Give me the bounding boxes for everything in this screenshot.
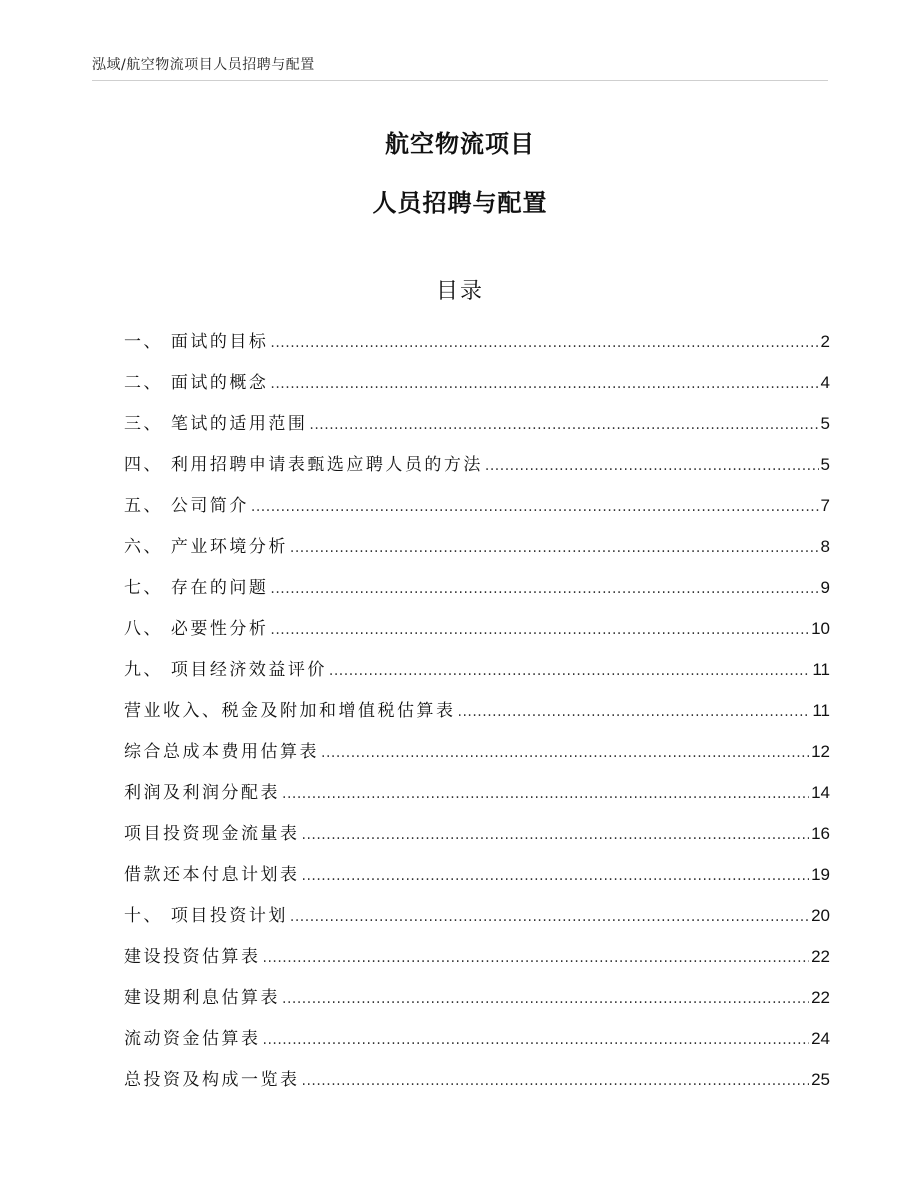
toc-entry[interactable] [124, 895, 830, 936]
toc-entry[interactable] [124, 649, 830, 690]
toc-entry-page-number: 5 [820, 414, 830, 433]
toc-entry[interactable] [124, 690, 830, 731]
toc-entry-label: 综合总成本费用估算表 [124, 742, 319, 762]
toc-entry-label: 六、 产业环境分析 [124, 537, 288, 557]
toc-entry[interactable] [124, 403, 830, 444]
toc-entry-label: 七、 存在的问题 [124, 578, 269, 598]
toc-dot-leader [270, 323, 818, 364]
toc-entry-page-number: 20 [811, 906, 830, 925]
toc-entry-label: 八、 必要性分析 [124, 619, 269, 639]
toc-entry-page-number: 9 [820, 578, 830, 597]
toc-entry-page-number: 2 [820, 332, 830, 351]
toc-dot-leader [302, 1061, 810, 1102]
toc-entry-page-number: 11 [812, 701, 830, 720]
toc-entry[interactable] [124, 936, 830, 977]
toc-entry-page-number: 8 [820, 537, 830, 556]
toc-entry-label: 三、 笔试的适用范围 [124, 414, 308, 434]
toc-entry-page-number: 22 [811, 947, 830, 966]
toc-dot-leader [458, 692, 811, 733]
toc-entry-page-number: 22 [811, 988, 830, 1007]
toc-dot-leader [282, 979, 809, 1020]
toc-entry-page-number: 14 [811, 783, 830, 802]
table-of-contents [124, 321, 830, 1100]
toc-entry-label: 九、 项目经济效益评价 [124, 660, 327, 680]
toc-dot-leader [251, 487, 819, 528]
toc-dot-leader [263, 1020, 810, 1061]
running-header: 泓域/航空物流项目人员招聘与配置 [92, 57, 315, 73]
toc-dot-leader [270, 364, 818, 405]
header-divider [92, 80, 828, 81]
toc-entry-page-number: 5 [820, 455, 830, 474]
toc-entry-page-number: 19 [811, 865, 830, 884]
toc-entry[interactable] [124, 772, 830, 813]
toc-entry-page-number: 12 [811, 742, 830, 761]
toc-dot-leader [263, 938, 810, 979]
toc-dot-leader [309, 405, 818, 446]
toc-entry-label: 五、 公司简介 [124, 496, 249, 516]
toc-entry-page-number: 11 [812, 660, 830, 679]
toc-dot-leader [321, 733, 809, 774]
toc-entry[interactable] [124, 1059, 830, 1100]
toc-entry-label: 一、 面试的目标 [124, 332, 269, 352]
toc-entry-label: 项目投资现金流量表 [124, 824, 300, 844]
toc-entry-label: 营业收入、税金及附加和增值税估算表 [124, 701, 456, 721]
toc-dot-leader [290, 897, 809, 938]
toc-entry[interactable] [124, 444, 830, 485]
toc-entry[interactable] [124, 854, 830, 895]
toc-heading: 目录 [435, 279, 484, 304]
toc-entry-page-number: 24 [811, 1029, 830, 1048]
toc-entry[interactable] [124, 731, 830, 772]
toc-dot-leader [329, 651, 810, 692]
toc-dot-leader [282, 774, 809, 815]
toc-dot-leader [302, 856, 810, 897]
toc-entry-label: 十、 项目投资计划 [124, 906, 288, 926]
toc-entry[interactable] [124, 977, 830, 1018]
toc-entry[interactable] [124, 567, 830, 608]
toc-dot-leader [270, 610, 809, 651]
toc-entry-label: 建设投资估算表 [124, 947, 261, 967]
toc-entry-label: 流动资金估算表 [124, 1029, 261, 1049]
toc-entry-page-number: 10 [811, 619, 830, 638]
toc-entry-page-number: 16 [811, 824, 830, 843]
toc-entry[interactable] [124, 485, 830, 526]
toc-dot-leader [302, 815, 810, 856]
document-title-line2: 人员招聘与配置 [372, 189, 548, 217]
toc-entry[interactable] [124, 1018, 830, 1059]
toc-entry-label: 借款还本付息计划表 [124, 865, 300, 885]
toc-entry-label: 总投资及构成一览表 [124, 1070, 300, 1090]
toc-entry-label: 四、 利用招聘申请表甄选应聘人员的方法 [124, 455, 483, 475]
toc-entry-label: 二、 面试的概念 [124, 373, 269, 393]
toc-entry[interactable] [124, 526, 830, 567]
toc-dot-leader [270, 569, 818, 610]
toc-entry[interactable] [124, 608, 830, 649]
toc-entry[interactable] [124, 321, 830, 362]
toc-entry-label: 建设期利息估算表 [124, 988, 280, 1008]
toc-entry-page-number: 7 [820, 496, 830, 515]
toc-dot-leader [290, 528, 819, 569]
toc-entry[interactable] [124, 362, 830, 403]
toc-entry[interactable] [124, 813, 830, 854]
toc-entry-page-number: 25 [811, 1070, 830, 1089]
toc-entry-label: 利润及利润分配表 [124, 783, 280, 803]
document-title-line1: 航空物流项目 [385, 130, 535, 158]
toc-dot-leader [485, 446, 819, 487]
toc-entry-page-number: 4 [820, 373, 830, 392]
